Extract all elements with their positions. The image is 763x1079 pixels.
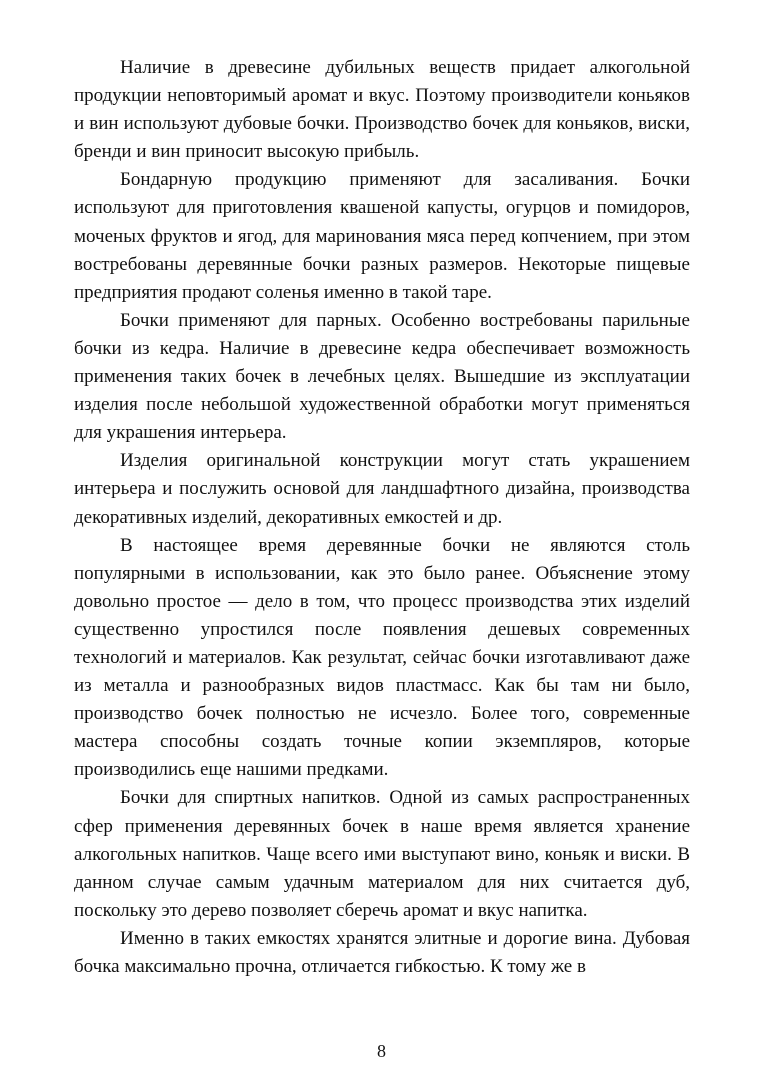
paragraph: Бочки для спиртных напитков. Одной из самых распространенных сфер применения деревянных бочек в наше время является хранение алкогольных напитков. Чаще всего ими выступают вино, коньяк и виски. В данном случае самым удачным материалом для них считается дуб, поскольку это дерево позволяет сберечь аромат и вкус напитка. bbox=[74, 787, 690, 921]
page-body bbox=[74, 54, 690, 981]
paragraph: Изделия оригинальной конструкции могут стать украшением интерьера и послужить основой для ландшафтного дизайна, производства декоративных изделий, декоративных емкостей и др. bbox=[74, 450, 690, 528]
page-number: 8 bbox=[377, 1041, 386, 1061]
paragraph: Бочки применяют для парных. Особенно востребованы парильные бочки из кедра. Наличие в древесине кедра обеспечивает возможность применения таких бочек в лечебных целях. Вышедшие из эксплуатации изделия после небольшой художественной обработки могут применяться для украшения интерьера. bbox=[74, 309, 690, 444]
paragraph: Именно в таких емкостях хранятся элитные и дорогие вина. Дубовая бочка максимально прочна, отличается гибкостью. К тому же в bbox=[74, 927, 690, 977]
paragraph: В настоящее время деревянные бочки не являются столь популярными в использовании, как это было ранее. Объяснение этому довольно простое — дело в том, что процесс производства этих изделий существенно упростился после появления дешевых современных технологий и материалов. Как результат, сейчас бочки изготавливают даже из металла и разнообразных видов пластмасс. Как бы там ни было, производство бочек полностью не исчезло. Более того, современные мастера способны создать точные копии экземпляров, которые производились еще нашими предками. bbox=[74, 534, 690, 781]
paragraph: Наличие в древесине дубильных веществ придает алкогольной продукции неповторимый аромат и вкус. Поэтому производители коньяков и вин используют дубовые бочки. Производство бочек для коньяков, виски, бренди и вин приносит высокую прибыль. bbox=[74, 57, 690, 163]
paragraph: Бондарную продукцию применяют для засаливания. Бочки используют для приготовления квашеной капусты, огурцов и помидоров, моченых фруктов и ягод, для маринования мяса перед копчением, при этом востребованы деревянные бочки разных размеров. Некоторые пищевые предприятия продают соленья именно в такой таре. bbox=[74, 169, 690, 303]
